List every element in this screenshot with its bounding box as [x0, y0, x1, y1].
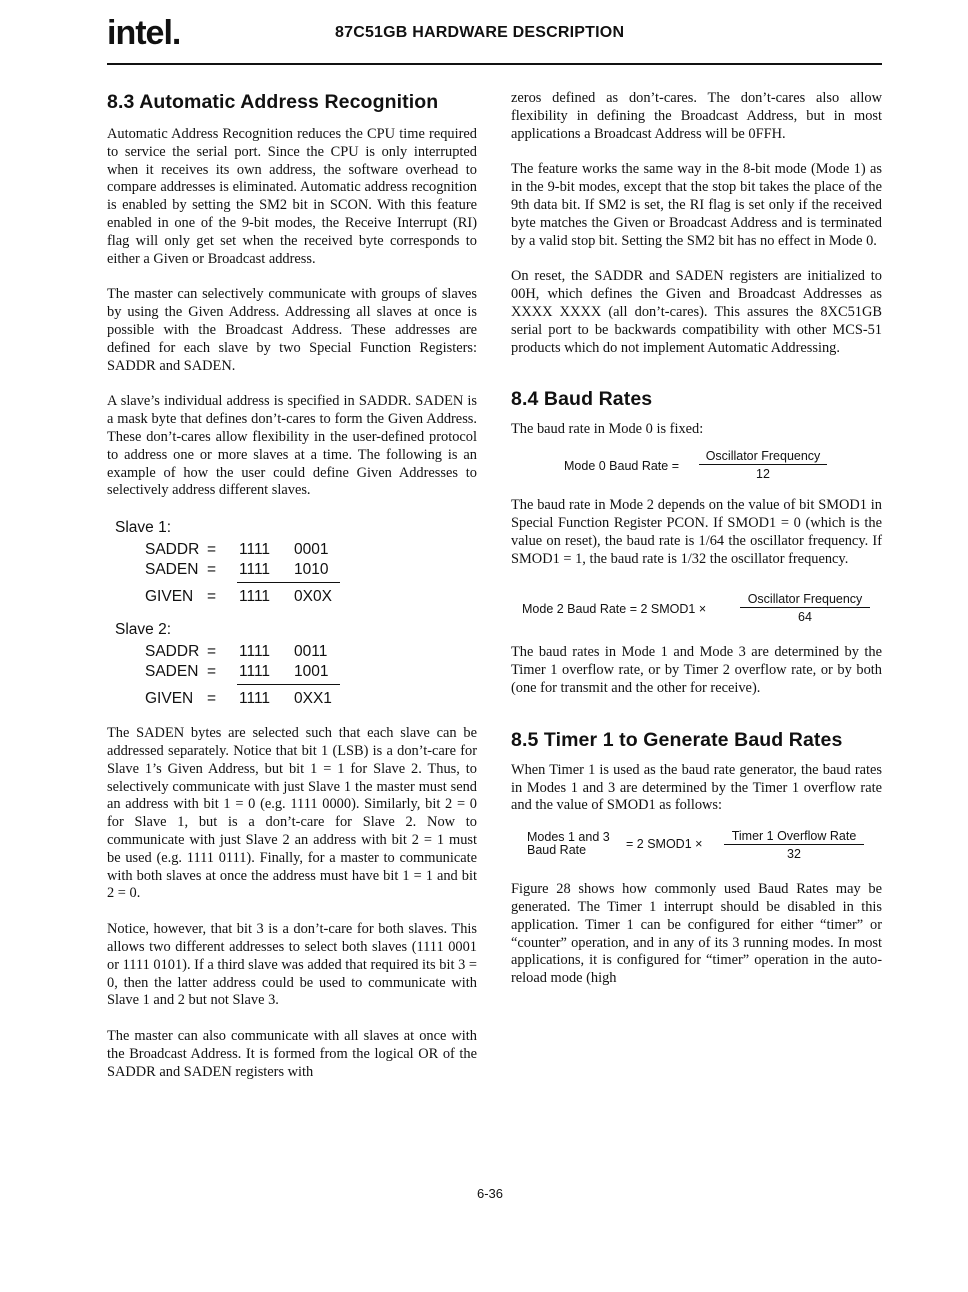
- register-name: SADEN: [145, 561, 199, 579]
- register-low-nibble: 1010: [294, 561, 329, 579]
- register-high-nibble: 1111: [239, 690, 271, 708]
- paragraph: Figure 28 shows how commonly used Baud Rates may be generated. The Timer 1 interrupt should be disabled in this application. Timer 1 can be configured for either “timer” or “counter” operation, and in any of its 3 running modes. In most applications, it is configured for “timer” operation in the auto-reload mode (high: [511, 881, 882, 987]
- timer-1-baud-formula: [511, 815, 882, 867]
- register-low-nibble: 0011: [294, 643, 328, 661]
- formula-fraction: [740, 592, 870, 624]
- register-name: GIVEN: [145, 588, 194, 606]
- paragraph: A slave’s individual address is specified in SADDR. SADEN is a mask byte that defines don’t-cares to form the Given Address. These don’t-cares allow flexibility in the user-defined protocol to address one or more slaves at a time. The following is an example of how the user could define Given Addresses to selectively address different slaves.: [107, 393, 477, 499]
- paragraph: zeros defined as don’t-cares. The don’t-cares also allow flexibility in defining the Broadcast Address, but in most applications a Broadcast Address will be 0FFH.: [511, 90, 882, 142]
- register-high-nibble: 1111: [239, 643, 271, 661]
- paragraph: When Timer 1 is used as the baud rate generator, the baud rates in Modes 1 and 3 are determined by the Timer 1 overflow rate and the value of SMOD1 as follows:: [511, 761, 882, 814]
- right-column: [511, 90, 882, 988]
- register-low-nibble: 0001: [294, 541, 329, 559]
- mode-0-baud-formula: [511, 439, 882, 485]
- register-high-nibble: 1111: [239, 561, 271, 579]
- register-name: SADDR: [145, 643, 200, 661]
- section-8-3-heading: 8.3 Automatic Address Recognition: [107, 91, 439, 113]
- fraction-numerator: Oscillator Frequency: [699, 449, 827, 465]
- fraction-numerator: Timer 1 Overflow Rate: [724, 829, 864, 845]
- equals-sign: =: [207, 541, 217, 559]
- formula-lhs-line: Baud Rate: [527, 843, 587, 858]
- left-column: [107, 90, 477, 1081]
- equals-sign: =: [207, 663, 217, 681]
- paragraph: The feature works the same way in the 8-bit mode (Mode 1) as in the 9-bit modes, except that the stop bit takes the place of the 9th data bit. If SM2 is set, the RI flag is set only if the received byte matches the Given or Broadcast Address and is terminated by a valid stop bit. Setting the SM2 bit has no effect in Mode 0.: [511, 161, 882, 249]
- paragraph: The SADEN bytes are selected such that each slave can be addressed separately. Notice that bit 1 (LSB) is a don’t-care for Slave 1’s Given Address, but bit 1 = 1 for Slave 2. Thus, to selectively communicate with just Slave 1 the master must send an address with bit 1 = 0 (e.g. 1111 0000). Similarly, bit 2 = 0 for Slave 1, but is a don’t-care for Slave 2. Now to communicate with just Slave 2 an address with bit 2 = 1 must be used (e.g. 1111 0111). Finally, for a master to communicate with both slaves at once the address must have bit 1 = 1 and bit 2 = 0.: [107, 725, 477, 902]
- slave-2-example: [107, 621, 477, 725]
- equals-sign: =: [207, 588, 217, 606]
- paragraph: The baud rate in Mode 2 depends on the value of bit SMOD1 in Special Function Register PCON. If SMOD1 = 0 (which is the value on reset), the baud rate is 1/64 the oscillator frequency. If SMOD1 = 1, the baud rate is 1/32 the oscillator frequency.: [511, 497, 882, 567]
- equals-sign: =: [207, 690, 217, 708]
- header-rule: [107, 63, 882, 65]
- slave-title: Slave 2:: [115, 621, 172, 639]
- fraction-denominator: 32: [787, 847, 801, 862]
- slave-title: Slave 1:: [115, 519, 172, 537]
- paragraph: Notice, however, that bit 3 is a don’t-care for both slaves. This allows two different addresses to select both slaves (1111 0001 or 1111 0101). If a third slave was added that required its bit 3 = 0, then the latter address could be used to communicate with Slave 1 and 2 but not Slave 3.: [107, 921, 477, 1009]
- fraction-denominator: 12: [756, 467, 770, 482]
- section-8-4-heading: 8.4 Baud Rates: [511, 388, 653, 411]
- page-number: 6-36: [477, 1186, 504, 1201]
- formula-operator: = 2 SMOD1 ×: [626, 837, 703, 852]
- register-low-nibble: 0XX1: [294, 690, 332, 708]
- running-header-title: 87C51GB HARDWARE DESCRIPTION: [335, 24, 625, 41]
- equals-sign: =: [207, 561, 217, 579]
- formula-lhs: Mode 2 Baud Rate = 2 SMOD1 ×: [522, 602, 707, 617]
- paragraph: On reset, the SADDR and SADEN registers are initialized to 00H, which defines the Given and Broadcast Addresses as XXXX XXXX (all don’t-cares). This assures the 8XC51GB serial port to be backwards compatibility with other MCS-51 products which do not implement Automatic Addressing.: [511, 268, 882, 356]
- register-high-nibble: 1111: [239, 588, 271, 606]
- fraction-denominator: 64: [798, 610, 812, 625]
- register-low-nibble: 0X0X: [294, 588, 332, 606]
- slave-1-example: [107, 519, 477, 621]
- formula-lhs-line: Modes 1 and 3: [527, 830, 610, 845]
- register-high-nibble: 1111: [239, 541, 271, 559]
- formula-fraction: [699, 449, 827, 481]
- register-name: SADDR: [145, 541, 200, 559]
- paragraph: The master can also communicate with all slaves at once with the Broadcast Address. It is formed from the logical OR of the SADDR and SADEN registers with: [107, 1028, 477, 1080]
- formula-lhs: Mode 0 Baud Rate =: [564, 459, 680, 474]
- register-high-nibble: 1111: [239, 663, 271, 681]
- paragraph: The master can selectively communicate with groups of slaves by using the Given Address. Addressing all slaves at once is possible with the Broadcast Address. These addresses are defined for each slave by two Special Function Registers: SADDR and SADEN.: [107, 286, 477, 374]
- paragraph: The baud rate in Mode 0 is fixed:: [511, 421, 704, 438]
- register-name: GIVEN: [145, 690, 194, 708]
- sum-underline: [237, 582, 340, 583]
- register-name: SADEN: [145, 663, 199, 681]
- fraction-numerator: Oscillator Frequency: [740, 592, 870, 608]
- intel-logo: intel.: [107, 14, 181, 52]
- section-8-5-heading: 8.5 Timer 1 to Generate Baud Rates: [511, 728, 843, 751]
- paragraph: Automatic Address Recognition reduces the CPU time required to service the serial port. Since the CPU is only interrupted when it receives its own address, the software overhead to compare addresses is eliminated. Automatic address recognition is enabled by setting the SM2 bit in SCON. With this feature enabled in one of the 9-bit modes, the Receive Interrupt (RI) flag will only get set when the received byte corresponds to either a Given or Broadcast address.: [107, 126, 477, 267]
- register-low-nibble: 1001: [294, 663, 329, 681]
- sum-underline: [237, 684, 340, 685]
- paragraph: The baud rates in Mode 1 and Mode 3 are determined by the Timer 1 overflow rate, or by Timer 2 overflow rate, or by both (one for transmit and the other for receive).: [511, 644, 882, 696]
- mode-2-baud-formula: [511, 568, 882, 628]
- equals-sign: =: [207, 643, 217, 661]
- formula-lhs: [527, 831, 610, 857]
- formula-fraction: [724, 829, 864, 861]
